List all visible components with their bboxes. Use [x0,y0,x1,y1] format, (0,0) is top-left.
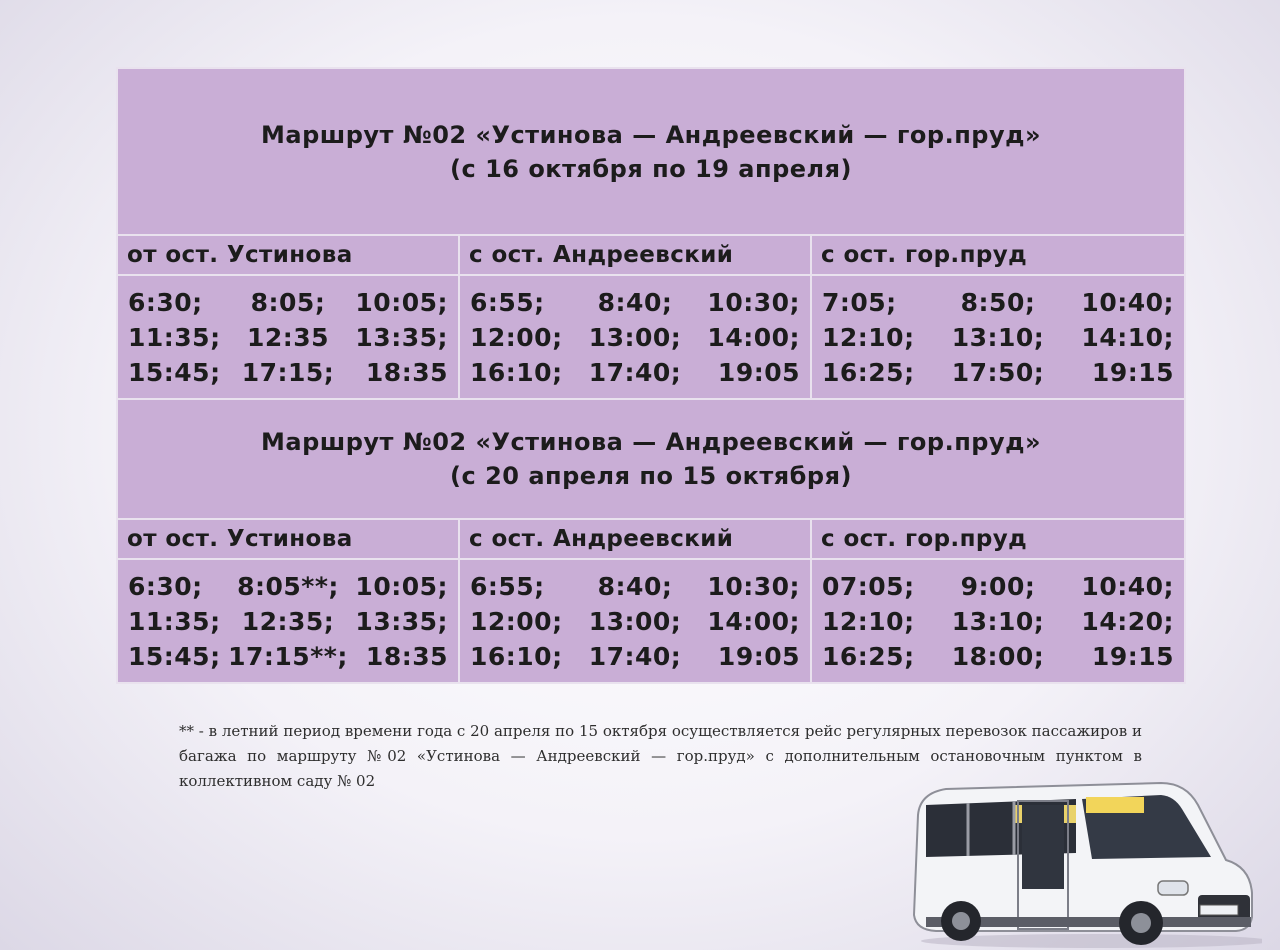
departure-time: 19:15 [1091,357,1174,387]
departure-time: 12:10; [822,606,915,636]
times-andreevsky [459,559,811,683]
schedule-1-title [117,68,1185,235]
minibus-image [906,775,1262,950]
times-gor-prud [811,275,1185,399]
column-header-ustinova: от ост. Устинова [117,235,459,275]
schedule-2-title-row [117,399,1185,519]
departure-time: 19:15 [1091,641,1174,671]
departure-time: 10:05; [355,571,448,601]
schedule-2-times-row [117,559,1185,683]
route-period: (с 20 апреля по 15 октября) [450,462,852,490]
departure-time: 13:00; [588,322,682,352]
departure-time: 6:30; [128,287,203,317]
departure-time: 16:10; [470,357,563,387]
departure-time: 18:35 [365,641,448,671]
departure-time: 7:05; [822,287,897,317]
departure-time: 15:45; [128,357,221,387]
departure-time: 07:05; [822,571,915,601]
departure-time: 17:15**; [228,641,348,671]
times-ustinova [117,275,459,399]
departure-time: 13:00; [588,606,682,636]
departure-time: 10:40; [1081,287,1174,317]
departure-time: 19:05 [717,357,800,387]
departure-time: 6:55; [470,287,545,317]
column-header-gor-prud: с ост. гор.пруд [811,235,1185,275]
departure-time: 17:50; [951,357,1045,387]
departure-time: 12:10; [822,322,915,352]
departure-time: 14:20; [1081,606,1174,636]
departure-time: 18:35 [365,357,448,387]
departure-time: 9:00; [960,571,1036,601]
departure-time: 12:00; [470,606,563,636]
schedule-table [116,67,1186,684]
departure-time: 17:40; [588,641,682,671]
departure-time: 13:35; [355,606,448,636]
times-gor-prud [811,559,1185,683]
departure-time: 6:30; [128,571,203,601]
column-header-andreevsky: с ост. Андреевский [459,519,811,559]
departure-time: 10:30; [707,287,800,317]
departure-time: 13:10; [951,606,1045,636]
schedule-1-header-row [117,235,1185,275]
column-header-ustinova: от ост. Устинова [117,519,459,559]
departure-time: 10:05; [355,287,448,317]
departure-time: 8:40; [597,571,673,601]
times-andreevsky [459,275,811,399]
schedule-2-title [117,399,1185,519]
route-title: Маршрут №02 «Устинова — Андреевский — гор.пруд» [260,428,1042,456]
departure-time: 14:00; [707,322,800,352]
departure-time: 12:35 [246,322,330,352]
route-period: (с 16 октября по 19 апреля) [450,154,852,183]
column-header-gor-prud: с ост. гор.пруд [811,519,1185,559]
departure-time: 17:15; [241,357,335,387]
departure-time: 14:10; [1081,322,1174,352]
departure-time: 8:05; [250,287,326,317]
departure-time: 8:40; [597,287,673,317]
departure-time: 18:00; [951,641,1045,671]
departure-time: 10:30; [707,571,800,601]
departure-time: 13:35; [355,322,448,352]
departure-time: 15:45; [128,641,221,671]
departure-time: 17:40; [588,357,682,387]
departure-time: 12:35; [241,606,335,636]
departure-time: 6:55; [470,571,545,601]
departure-time: 13:10; [951,322,1045,352]
departure-time: 8:50; [960,287,1036,317]
departure-time: 10:40; [1081,571,1174,601]
departure-time: 11:35; [128,606,221,636]
times-ustinova [117,559,459,683]
column-header-andreevsky: с ост. Андреевский [459,235,811,275]
departure-time: 19:05 [717,641,800,671]
schedule-2-header-row [117,519,1185,559]
schedule-1-times-row [117,275,1185,399]
departure-time: 16:10; [470,641,563,671]
departure-time: 16:25; [822,641,915,671]
route-title: Маршрут №02 «Устинова — Андреевский — гор.пруд» [260,120,1042,149]
departure-time: 14:00; [707,606,800,636]
departure-time: 11:35; [128,322,221,352]
departure-time: 8:05**; [237,571,339,601]
departure-time: 12:00; [470,322,563,352]
footnote: ** - в летний период времени года с 20 апреля по 15 октября осуществляется рейс регулярных перевозок пассажиров и багажа по маршруту №02 «Устинова — Андреевский — гор.пруд» с дополнительным остановочным пунктом в коллективном саду № 02 [179,722,1142,790]
departure-time: 16:25; [822,357,915,387]
schedule-1-title-row [117,68,1185,235]
